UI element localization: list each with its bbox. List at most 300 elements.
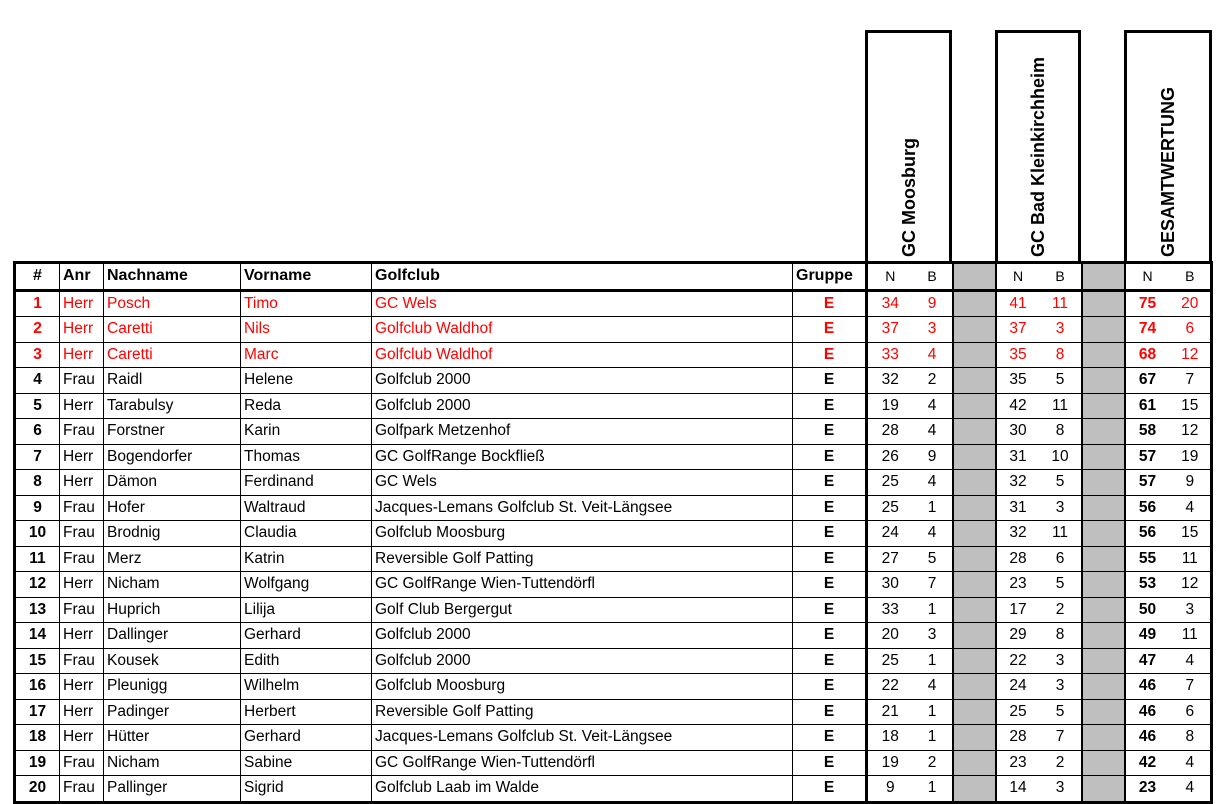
kleinkirchheim-n-cell: 41: [996, 290, 1040, 317]
gruppe-cell: E: [793, 393, 867, 419]
nachname-cell: Forstner: [104, 419, 241, 445]
vorname-cell: Gerhard: [241, 725, 372, 751]
gruppe-cell: E: [793, 623, 867, 649]
gesamt-n-cell: 56: [1125, 521, 1170, 547]
golfclub-cell: Golfclub 2000: [372, 623, 793, 649]
gruppe-cell: E: [793, 495, 867, 521]
anrede-cell: Herr: [60, 699, 104, 725]
kleinkirchheim-b-cell: 3: [1040, 776, 1082, 803]
rank-cell: 9: [15, 495, 60, 521]
table-body: [15, 290, 1212, 802]
divider-cell: [1082, 674, 1125, 700]
rank-cell: 12: [15, 572, 60, 598]
table-row: [15, 368, 1212, 394]
kleinkirchheim-b-cell: 5: [1040, 470, 1082, 496]
col-header-moosburg-b: B: [913, 263, 953, 291]
table-row: [15, 597, 1212, 623]
vorname-cell: Edith: [241, 648, 372, 674]
golfclub-cell: Golf Club Bergergut: [372, 597, 793, 623]
moosburg-n-cell: 9: [867, 776, 913, 803]
golfclub-cell: Golfclub Waldhof: [372, 342, 793, 368]
gruppe-cell: E: [793, 725, 867, 751]
gesamt-n-cell: 49: [1125, 623, 1170, 649]
kleinkirchheim-n-cell: 23: [996, 572, 1040, 598]
kleinkirchheim-n-cell: 14: [996, 776, 1040, 803]
divider-cell: [1082, 648, 1125, 674]
gesamt-n-cell: 47: [1125, 648, 1170, 674]
rank-cell: 6: [15, 419, 60, 445]
col-header-gesamt-b: B: [1170, 263, 1212, 291]
golfclub-cell: Golfclub 2000: [372, 393, 793, 419]
kleinkirchheim-b-cell: 8: [1040, 419, 1082, 445]
gruppe-cell: E: [793, 776, 867, 803]
kleinkirchheim-b-cell: 3: [1040, 317, 1082, 343]
nachname-cell: Hütter: [104, 725, 241, 751]
divider-cell: [1082, 368, 1125, 394]
table-row: [15, 290, 1212, 317]
golfclub-cell: GC GolfRange Wien-Tuttendörfl: [372, 750, 793, 776]
kleinkirchheim-n-cell: 25: [996, 699, 1040, 725]
col-header-golfclub: Golfclub: [372, 263, 793, 291]
gesamt-n-cell: 68: [1125, 342, 1170, 368]
gesamt-n-cell: 56: [1125, 495, 1170, 521]
gesamt-n-cell: 58: [1125, 419, 1170, 445]
divider-cell: [953, 368, 996, 394]
rank-cell: 13: [15, 597, 60, 623]
anrede-cell: Frau: [60, 368, 104, 394]
vorname-cell: Wilhelm: [241, 674, 372, 700]
gesamt-b-cell: 12: [1170, 419, 1212, 445]
kleinkirchheim-b-cell: 5: [1040, 699, 1082, 725]
kleinkirchheim-n-cell: 31: [996, 444, 1040, 470]
gruppe-cell: E: [793, 674, 867, 700]
rank-cell: 14: [15, 623, 60, 649]
gesamt-b-cell: 6: [1170, 699, 1212, 725]
rank-cell: 4: [15, 368, 60, 394]
col-header-kleinkirchheim-b: B: [1040, 263, 1082, 291]
gruppe-cell: E: [793, 342, 867, 368]
vorname-cell: Reda: [241, 393, 372, 419]
nachname-cell: Dallinger: [104, 623, 241, 649]
divider-cell: [953, 419, 996, 445]
gesamt-n-cell: 75: [1125, 290, 1170, 317]
moosburg-n-cell: 25: [867, 648, 913, 674]
divider-cell: [1082, 317, 1125, 343]
nachname-cell: Padinger: [104, 699, 241, 725]
moosburg-n-cell: 22: [867, 674, 913, 700]
gesamt-n-cell: 46: [1125, 674, 1170, 700]
moosburg-b-cell: 2: [913, 750, 953, 776]
vorname-cell: Sigrid: [241, 776, 372, 803]
table-row: [15, 495, 1212, 521]
anrede-cell: Herr: [60, 470, 104, 496]
divider-cell: [1082, 521, 1125, 547]
rank-cell: 18: [15, 725, 60, 751]
divider-cell: [953, 572, 996, 598]
golfclub-cell: Golfclub Moosburg: [372, 674, 793, 700]
gruppe-cell: E: [793, 750, 867, 776]
gesamt-b-cell: 15: [1170, 393, 1212, 419]
moosburg-n-cell: 34: [867, 290, 913, 317]
moosburg-b-cell: 9: [913, 290, 953, 317]
golfclub-cell: Golfclub Moosburg: [372, 521, 793, 547]
col-header-kleinkirchheim-n: N: [996, 263, 1040, 291]
table-row: [15, 776, 1212, 803]
nachname-cell: Nicham: [104, 572, 241, 598]
nachname-cell: Bogendorfer: [104, 444, 241, 470]
anrede-cell: Herr: [60, 290, 104, 317]
gruppe-cell: E: [793, 419, 867, 445]
divider-cell: [953, 290, 996, 317]
divider-cell: [953, 725, 996, 751]
divider-cell: [1082, 419, 1125, 445]
golfclub-cell: Reversible Golf Patting: [372, 546, 793, 572]
kleinkirchheim-b-cell: 3: [1040, 495, 1082, 521]
golfclub-cell: GC Wels: [372, 290, 793, 317]
gruppe-cell: E: [793, 444, 867, 470]
col-header-gesamt-n: N: [1125, 263, 1170, 291]
golfclub-cell: Golfclub Waldhof: [372, 317, 793, 343]
divider-cell: [1082, 572, 1125, 598]
table-row: [15, 419, 1212, 445]
nachname-cell: Caretti: [104, 317, 241, 343]
kleinkirchheim-n-cell: 35: [996, 368, 1040, 394]
moosburg-b-cell: 1: [913, 776, 953, 803]
vorname-cell: Sabine: [241, 750, 372, 776]
moosburg-n-cell: 26: [867, 444, 913, 470]
gesamt-b-cell: 8: [1170, 725, 1212, 751]
gesamt-n-cell: 57: [1125, 444, 1170, 470]
header-moosburg-box: [865, 30, 952, 261]
anrede-cell: Herr: [60, 623, 104, 649]
rank-cell: 5: [15, 393, 60, 419]
gesamt-n-cell: 46: [1125, 725, 1170, 751]
gruppe-cell: E: [793, 597, 867, 623]
kleinkirchheim-b-cell: 6: [1040, 546, 1082, 572]
vorname-cell: Katrin: [241, 546, 372, 572]
divider-cell: [953, 444, 996, 470]
golfclub-cell: GC GolfRange Wien-Tuttendörfl: [372, 572, 793, 598]
moosburg-n-cell: 19: [867, 393, 913, 419]
anrede-cell: Frau: [60, 546, 104, 572]
table-row: [15, 393, 1212, 419]
kleinkirchheim-n-cell: 42: [996, 393, 1040, 419]
golfclub-cell: Jacques-Lemans Golfclub St. Veit-Längsee: [372, 495, 793, 521]
anrede-cell: Frau: [60, 419, 104, 445]
divider-cell: [1082, 776, 1125, 803]
gesamt-b-cell: 6: [1170, 317, 1212, 343]
vorname-cell: Gerhard: [241, 623, 372, 649]
divider-cell: [1082, 725, 1125, 751]
table-row: [15, 546, 1212, 572]
results-table: [13, 261, 1213, 804]
gesamt-b-cell: 7: [1170, 368, 1212, 394]
gesamt-n-cell: 55: [1125, 546, 1170, 572]
divider-cell: [1082, 495, 1125, 521]
rank-cell: 8: [15, 470, 60, 496]
kleinkirchheim-n-cell: 23: [996, 750, 1040, 776]
moosburg-n-cell: 19: [867, 750, 913, 776]
divider-cell: [1082, 290, 1125, 317]
moosburg-n-cell: 25: [867, 495, 913, 521]
divider-cell: [953, 342, 996, 368]
divider-cell: [953, 263, 996, 291]
gesamt-b-cell: 4: [1170, 750, 1212, 776]
nachname-cell: Hofer: [104, 495, 241, 521]
moosburg-n-cell: 28: [867, 419, 913, 445]
kleinkirchheim-b-cell: 5: [1040, 572, 1082, 598]
divider-cell: [1082, 393, 1125, 419]
table-row: [15, 342, 1212, 368]
rank-cell: 10: [15, 521, 60, 547]
gesamt-b-cell: 12: [1170, 342, 1212, 368]
kleinkirchheim-b-cell: 5: [1040, 368, 1082, 394]
gruppe-cell: E: [793, 648, 867, 674]
gesamt-n-cell: 46: [1125, 699, 1170, 725]
header-gesamtwertung: GESAMTWERTUNG: [1158, 87, 1178, 257]
gruppe-cell: E: [793, 470, 867, 496]
table-row: [15, 444, 1212, 470]
moosburg-b-cell: 3: [913, 317, 953, 343]
kleinkirchheim-b-cell: 11: [1040, 290, 1082, 317]
kleinkirchheim-n-cell: 37: [996, 317, 1040, 343]
kleinkirchheim-b-cell: 11: [1040, 393, 1082, 419]
moosburg-b-cell: 4: [913, 470, 953, 496]
table-row: [15, 623, 1212, 649]
kleinkirchheim-b-cell: 2: [1040, 750, 1082, 776]
kleinkirchheim-n-cell: 31: [996, 495, 1040, 521]
gruppe-cell: E: [793, 317, 867, 343]
header-gesamt-box: [1124, 30, 1212, 261]
golfclub-cell: Jacques-Lemans Golfclub St. Veit-Längsee: [372, 725, 793, 751]
divider-cell: [953, 623, 996, 649]
moosburg-b-cell: 5: [913, 546, 953, 572]
kleinkirchheim-n-cell: 17: [996, 597, 1040, 623]
anrede-cell: Frau: [60, 521, 104, 547]
rank-cell: 11: [15, 546, 60, 572]
nachname-cell: Pleunigg: [104, 674, 241, 700]
gesamt-b-cell: 7: [1170, 674, 1212, 700]
header-moosburg: GC Moosburg: [898, 138, 919, 257]
divider-cell: [953, 674, 996, 700]
col-header-moosburg-n: N: [867, 263, 913, 291]
moosburg-b-cell: 2: [913, 368, 953, 394]
moosburg-n-cell: 37: [867, 317, 913, 343]
vorname-cell: Lilija: [241, 597, 372, 623]
gesamt-n-cell: 74: [1125, 317, 1170, 343]
gruppe-cell: E: [793, 572, 867, 598]
divider-cell: [953, 495, 996, 521]
divider-cell: [1082, 546, 1125, 572]
divider-cell: [1082, 597, 1125, 623]
divider-cell: [1082, 623, 1125, 649]
nachname-cell: Tarabulsy: [104, 393, 241, 419]
divider-cell: [1082, 470, 1125, 496]
gesamt-b-cell: 12: [1170, 572, 1212, 598]
gesamt-n-cell: 42: [1125, 750, 1170, 776]
kleinkirchheim-n-cell: 28: [996, 725, 1040, 751]
moosburg-b-cell: 9: [913, 444, 953, 470]
gruppe-cell: E: [793, 546, 867, 572]
nachname-cell: Posch: [104, 290, 241, 317]
gesamt-n-cell: 50: [1125, 597, 1170, 623]
anrede-cell: Herr: [60, 444, 104, 470]
gesamt-n-cell: 57: [1125, 470, 1170, 496]
anrede-cell: Frau: [60, 648, 104, 674]
gesamt-b-cell: 20: [1170, 290, 1212, 317]
gesamt-b-cell: 15: [1170, 521, 1212, 547]
kleinkirchheim-n-cell: 28: [996, 546, 1040, 572]
moosburg-b-cell: 4: [913, 521, 953, 547]
table-row: [15, 470, 1212, 496]
moosburg-b-cell: 1: [913, 648, 953, 674]
rank-cell: 1: [15, 290, 60, 317]
gesamt-b-cell: 11: [1170, 623, 1212, 649]
table-row: [15, 674, 1212, 700]
divider-cell: [953, 521, 996, 547]
gruppe-cell: E: [793, 368, 867, 394]
moosburg-n-cell: 33: [867, 597, 913, 623]
vorname-cell: Thomas: [241, 444, 372, 470]
moosburg-b-cell: 7: [913, 572, 953, 598]
kleinkirchheim-n-cell: 22: [996, 648, 1040, 674]
divider-cell: [953, 648, 996, 674]
divider-cell: [953, 470, 996, 496]
vorname-cell: Karin: [241, 419, 372, 445]
divider-cell: [1082, 750, 1125, 776]
divider-cell: [953, 393, 996, 419]
nachname-cell: Raidl: [104, 368, 241, 394]
table-row: [15, 725, 1212, 751]
gesamt-b-cell: 4: [1170, 776, 1212, 803]
moosburg-n-cell: 24: [867, 521, 913, 547]
kleinkirchheim-n-cell: 32: [996, 521, 1040, 547]
moosburg-b-cell: 3: [913, 623, 953, 649]
header-kleinkirchheim-box: [995, 30, 1081, 261]
col-header-anr: Anr: [60, 263, 104, 291]
anrede-cell: Frau: [60, 597, 104, 623]
divider-cell: [953, 776, 996, 803]
anrede-cell: Herr: [60, 342, 104, 368]
vorname-cell: Herbert: [241, 699, 372, 725]
moosburg-b-cell: 4: [913, 419, 953, 445]
vorname-cell: Helene: [241, 368, 372, 394]
moosburg-b-cell: 4: [913, 342, 953, 368]
golfclub-cell: GC Wels: [372, 470, 793, 496]
moosburg-b-cell: 4: [913, 674, 953, 700]
golfclub-cell: GC GolfRange Bockfließ: [372, 444, 793, 470]
moosburg-b-cell: 1: [913, 699, 953, 725]
table-row: [15, 521, 1212, 547]
anrede-cell: Frau: [60, 776, 104, 803]
table-row: [15, 648, 1212, 674]
moosburg-b-cell: 4: [913, 393, 953, 419]
nachname-cell: Caretti: [104, 342, 241, 368]
gesamt-b-cell: 4: [1170, 495, 1212, 521]
moosburg-n-cell: 18: [867, 725, 913, 751]
table-row: [15, 572, 1212, 598]
kleinkirchheim-b-cell: 8: [1040, 342, 1082, 368]
rank-cell: 17: [15, 699, 60, 725]
nachname-cell: Kousek: [104, 648, 241, 674]
moosburg-b-cell: 1: [913, 495, 953, 521]
moosburg-n-cell: 27: [867, 546, 913, 572]
anrede-cell: Herr: [60, 317, 104, 343]
moosburg-n-cell: 20: [867, 623, 913, 649]
rank-cell: 7: [15, 444, 60, 470]
golfclub-cell: Golfclub 2000: [372, 648, 793, 674]
rank-cell: 20: [15, 776, 60, 803]
gesamt-b-cell: 11: [1170, 546, 1212, 572]
anrede-cell: Herr: [60, 674, 104, 700]
table-header-row: [15, 263, 1212, 291]
vorname-cell: Wolfgang: [241, 572, 372, 598]
gesamt-n-cell: 23: [1125, 776, 1170, 803]
table-row: [15, 750, 1212, 776]
kleinkirchheim-b-cell: 2: [1040, 597, 1082, 623]
nachname-cell: Nicham: [104, 750, 241, 776]
vorname-cell: Waltraud: [241, 495, 372, 521]
kleinkirchheim-b-cell: 3: [1040, 674, 1082, 700]
col-header-num: #: [15, 263, 60, 291]
moosburg-n-cell: 21: [867, 699, 913, 725]
divider-cell: [1082, 342, 1125, 368]
vorname-cell: Claudia: [241, 521, 372, 547]
col-header-gruppe: Gruppe: [793, 263, 867, 291]
gesamt-n-cell: 61: [1125, 393, 1170, 419]
kleinkirchheim-b-cell: 8: [1040, 623, 1082, 649]
rank-cell: 19: [15, 750, 60, 776]
col-header-vorname: Vorname: [241, 263, 372, 291]
nachname-cell: Merz: [104, 546, 241, 572]
gruppe-cell: E: [793, 699, 867, 725]
moosburg-n-cell: 32: [867, 368, 913, 394]
anrede-cell: Frau: [60, 495, 104, 521]
gruppe-cell: E: [793, 290, 867, 317]
kleinkirchheim-n-cell: 29: [996, 623, 1040, 649]
header-kleinkirchheim: GC Bad Kleinkirchheim: [1028, 56, 1048, 257]
rank-cell: 3: [15, 342, 60, 368]
golfclub-cell: Reversible Golf Patting: [372, 699, 793, 725]
kleinkirchheim-n-cell: 32: [996, 470, 1040, 496]
anrede-cell: Herr: [60, 393, 104, 419]
gesamt-b-cell: 19: [1170, 444, 1212, 470]
anrede-cell: Herr: [60, 572, 104, 598]
rank-cell: 15: [15, 648, 60, 674]
gesamt-n-cell: 53: [1125, 572, 1170, 598]
gruppe-cell: E: [793, 521, 867, 547]
moosburg-b-cell: 1: [913, 725, 953, 751]
nachname-cell: Huprich: [104, 597, 241, 623]
vorname-cell: Ferdinand: [241, 470, 372, 496]
divider-cell: [953, 597, 996, 623]
nachname-cell: Brodnig: [104, 521, 241, 547]
divider-cell: [1082, 444, 1125, 470]
rank-cell: 2: [15, 317, 60, 343]
divider-cell: [1082, 263, 1125, 291]
vorname-cell: Nils: [241, 317, 372, 343]
nachname-cell: Pallinger: [104, 776, 241, 803]
gesamt-b-cell: 3: [1170, 597, 1212, 623]
gesamt-b-cell: 9: [1170, 470, 1212, 496]
divider-cell: [953, 317, 996, 343]
moosburg-n-cell: 33: [867, 342, 913, 368]
table-row: [15, 317, 1212, 343]
golfclub-cell: Golfclub Laab im Walde: [372, 776, 793, 803]
nachname-cell: Dämon: [104, 470, 241, 496]
kleinkirchheim-b-cell: 10: [1040, 444, 1082, 470]
golfclub-cell: Golfpark Metzenhof: [372, 419, 793, 445]
